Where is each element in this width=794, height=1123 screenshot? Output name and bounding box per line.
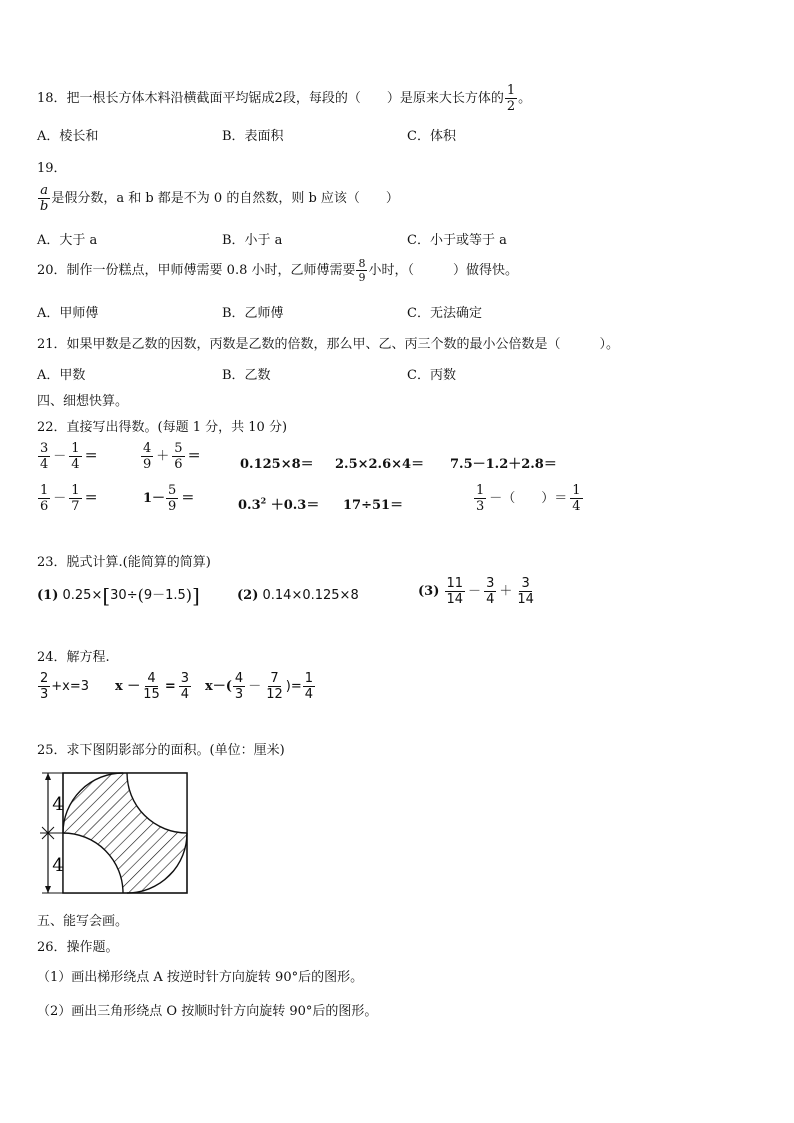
q18-stem-text: 18．把一根长方体木料沿横截面平均锯成2段，每段的（ ）是原来大长方体的 bbox=[37, 91, 504, 106]
q22-r2-e5: $\frac{1}{3}$ －（ ）＝ $\frac{1}{4}$ bbox=[476, 483, 581, 514]
q23-stem: 23．脱式计算.(能简算的简算) bbox=[37, 555, 211, 570]
q25-figure bbox=[38, 768, 198, 898]
q20-fraction: $\frac{8}{9}$ bbox=[358, 257, 366, 284]
q20-option-b: B．乙师傅 bbox=[222, 306, 284, 321]
q19-stem bbox=[37, 184, 399, 213]
q19-fraction: $\frac{a}{b}$ bbox=[40, 183, 49, 214]
q23-part3: (3) $\frac{11}{14}$ － $\frac{3}{4}$ ＋ $\frac{3}{14}$ bbox=[418, 576, 534, 607]
q23-part2: (2) 0.14×0.125×8 bbox=[237, 588, 359, 603]
q18-option-b: B．表面积 bbox=[222, 129, 284, 144]
q22-stem: 22．直接写出得数。(每题 1 分，共 10 分) bbox=[37, 420, 288, 435]
q19-option-c: C．小于或等于 a bbox=[407, 233, 507, 248]
q26-stem: 26．操作题。 bbox=[37, 940, 119, 955]
q25-stem: 25．求下图阴影部分的面积。(单位：厘米) bbox=[37, 743, 285, 758]
q18-option-c: C．体积 bbox=[407, 129, 456, 144]
q22-r2-e3: $0.3^2 +0.3=$ bbox=[238, 495, 320, 513]
q18-option-a: A．棱长和 bbox=[37, 129, 99, 144]
q26-sub2: （2）画出三角形绕点 O 按顺时针方向旋转 90°后的图形。 bbox=[37, 1004, 378, 1019]
q21-option-a: A．甲数 bbox=[37, 368, 86, 383]
q18-stem-end: 。 bbox=[518, 91, 532, 106]
section-4-heading: 四、细想快算。 bbox=[37, 394, 129, 409]
q23-part1: (1) 0.25×[30÷(9－1.5)] bbox=[37, 583, 200, 608]
q26-sub1: （1）画出梯形绕点 A 按逆时针方向旋转 90°后的图形。 bbox=[37, 970, 364, 985]
q22-r1-e3: 0.125×8＝ bbox=[240, 457, 314, 472]
q22-r1-e1: $\frac{3}{4}$ － $\frac{1}{4}$ ＝ bbox=[40, 441, 98, 472]
q24-eq2: x － $\frac{4}{15}$ = $\frac{3}{4}$ bbox=[115, 671, 190, 702]
q24-eq1: $\frac{2}{3}$ +x=3 bbox=[40, 671, 90, 702]
q21-option-c: C．丙数 bbox=[407, 368, 456, 383]
q22-r1-e2: $\frac{4}{9}$ ＋ $\frac{5}{6}$ ＝ bbox=[143, 441, 201, 472]
q22-r2-e1: $\frac{1}{6}$ － $\frac{1}{7}$ ＝ bbox=[40, 483, 98, 514]
q22-r2-e4: 17÷51＝ bbox=[343, 498, 404, 513]
q22-r1-e5: 7.5－1.2＋2.8＝ bbox=[450, 457, 557, 472]
q18-fraction: $\frac{1}{2}$ bbox=[506, 83, 516, 114]
q20-option-c: C．无法确定 bbox=[407, 306, 482, 321]
q20-stem bbox=[37, 258, 518, 283]
q22-r2-e2: 1－ $\frac{5}{9}$ ＝ bbox=[143, 483, 195, 514]
q18-stem bbox=[37, 84, 531, 113]
q19-option-b: B．小于 a bbox=[222, 233, 283, 248]
q20-option-a: A．甲师傅 bbox=[37, 306, 99, 321]
q21-stem: 21．如果甲数是乙数的因数，丙数是乙数的倍数，那么甲、乙、丙三个数的最小公倍数是（ ）。 bbox=[37, 337, 620, 352]
q22-r1-e4: 2.5×2.6×4＝ bbox=[335, 457, 425, 472]
dimension-label-bottom: 4 bbox=[52, 855, 64, 876]
q20-stem-end: 小时，（ ）做得快。 bbox=[368, 263, 518, 278]
q20-stem-text: 20．制作一份糕点，甲师傅需要 0.8 小时，乙师傅需要 bbox=[37, 263, 356, 278]
q24-stem: 24．解方程. bbox=[37, 650, 110, 665]
q19-number: 19． bbox=[37, 161, 67, 176]
q21-option-b: B．乙数 bbox=[222, 368, 271, 383]
q19-stem-text: 是假分数，a 和 b 都是不为 0 的自然数，则 b 应该（ ） bbox=[51, 191, 399, 206]
q19-option-a: A．大于 a bbox=[37, 233, 98, 248]
q24-eq3: x－( $\frac{4}{3}$ － $\frac{7}{12}$ )= $\frac{1}{4}$ bbox=[205, 671, 313, 702]
section-5-heading: 五、能写会画。 bbox=[37, 914, 129, 929]
dimension-label-top: 4 bbox=[52, 794, 64, 815]
